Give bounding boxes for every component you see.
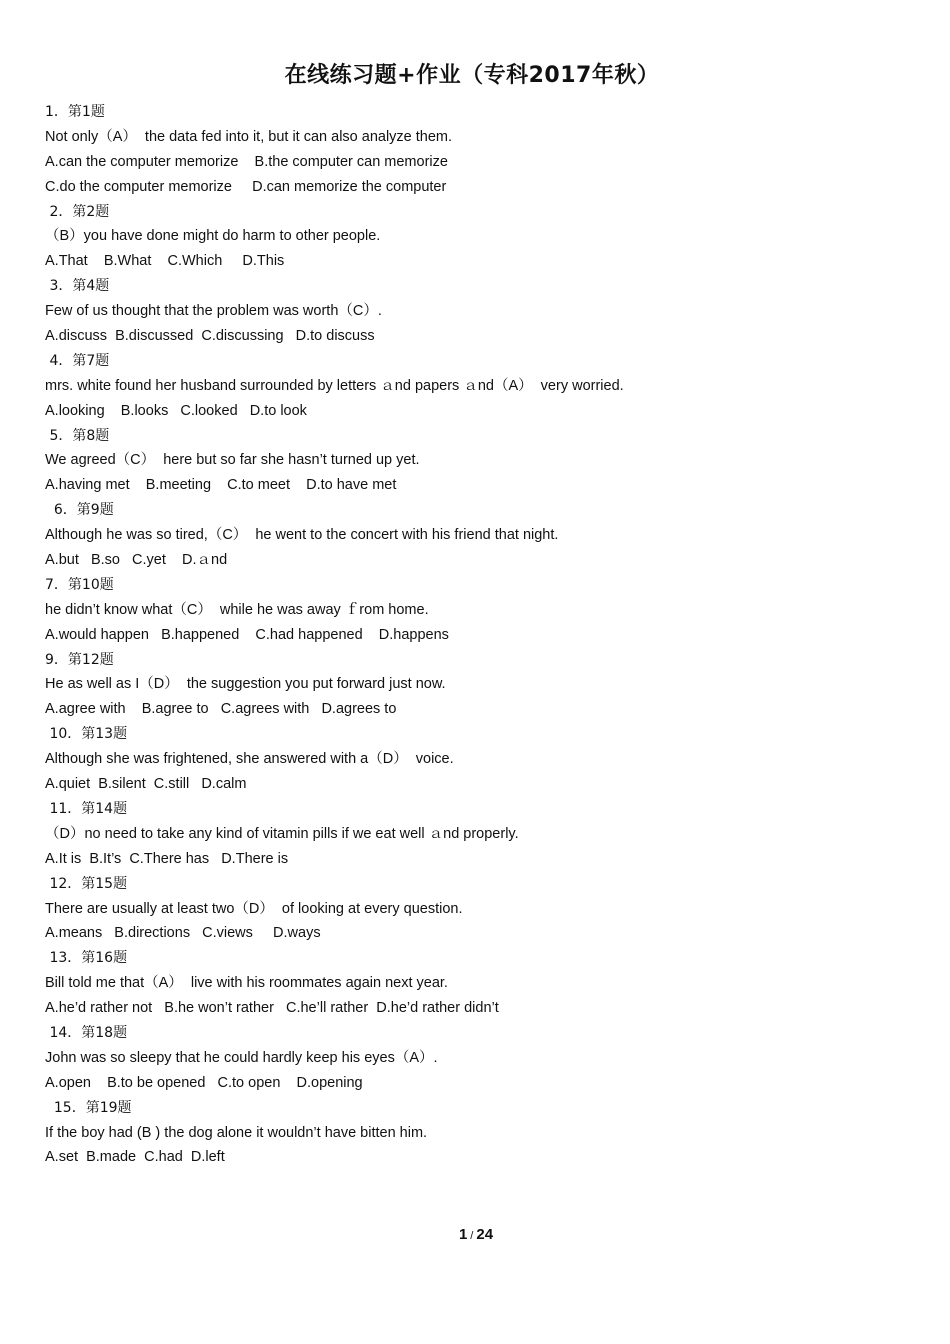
- answer-options: A.quiet B.silent C.still D.calm: [45, 776, 247, 793]
- question-header: 1．第1题: [45, 104, 105, 120]
- answer-options: A.agree with B.agree to C.agrees with D.agrees to: [45, 701, 397, 718]
- answer-options: A.looking B.looks C.looked D.to look: [45, 402, 307, 419]
- question-header: 10．第13题: [45, 726, 128, 743]
- answer-options: A.It is B.It’s C.There has D.There is: [45, 850, 289, 867]
- question-stem: We agreed（C） here but so far she hasn’t turned up yet.: [45, 452, 420, 469]
- answer-options: C.do the computer memorize D.can memorize the computer: [45, 178, 447, 195]
- question-list: [45, 100, 905, 1170]
- question-stem: （D）no need to take any kind of vitamin pills if we eat well ａnd properly.: [45, 825, 519, 842]
- question-block: [45, 1021, 905, 1096]
- answer-options: A.he’d rather not B.he won’t rather C.he’ll rather D.he’d rather didn’t: [45, 1000, 499, 1017]
- question-header: 12．第15题: [45, 875, 128, 892]
- answer-options: A.That B.What C.Which D.This: [45, 253, 285, 270]
- question-stem: mrs. white found her husband surrounded by letters ａnd papers ａnd（A） very worried.: [45, 377, 624, 394]
- question-stem: Although he was so tired,（C） he went to the concert with his friend that night.: [45, 527, 559, 544]
- answer-options: A.but B.so C.yet D.ａnd: [45, 552, 228, 569]
- question-stem: Not only（A） the data fed into it, but it can also analyze them.: [45, 128, 453, 145]
- question-stem: There are usually at least two（D） of looking at every question.: [45, 900, 463, 917]
- question-block: [45, 946, 905, 1021]
- answer-options: A.open B.to be opened C.to open D.opening: [45, 1074, 363, 1091]
- question-block: [45, 200, 905, 275]
- question-stem: Bill told me that（A） live with his roommates again next year.: [45, 975, 448, 992]
- question-block: [45, 100, 905, 200]
- question-stem: He as well as I（D） the suggestion you put forward just now.: [45, 676, 446, 693]
- question-header: 11．第14题: [45, 800, 128, 817]
- question-block: [45, 872, 905, 947]
- question-block: [45, 1096, 905, 1171]
- question-block: [45, 424, 905, 499]
- page-number: [0, 1226, 950, 1243]
- question-header: 13．第16题: [45, 950, 128, 967]
- answer-options: A.can the computer memorize B.the computer can memorize: [45, 153, 448, 170]
- page-total: 24: [476, 1226, 494, 1243]
- question-block: [45, 797, 905, 872]
- question-header: 4．第7题: [45, 352, 110, 369]
- question-stem: he didn’t know what（C） while he was away ｆrom home.: [45, 601, 429, 618]
- question-stem: Few of us thought that the problem was worth（C）.: [45, 303, 382, 320]
- page-separator: /: [470, 1230, 474, 1242]
- question-header: 9．第12题: [45, 651, 114, 668]
- question-header: 14．第18题: [45, 1024, 128, 1041]
- question-block: [45, 648, 905, 723]
- question-header: 3．第4题: [45, 278, 110, 295]
- question-header: 2．第2题: [45, 203, 110, 220]
- question-header: 7．第10题: [45, 576, 114, 593]
- question-stem: If the boy had (B ) the dog alone it wouldn’t have bitten him.: [45, 1124, 428, 1141]
- question-block: [45, 722, 905, 797]
- question-stem: （B）you have done might do harm to other people.: [45, 228, 381, 245]
- question-header: 5．第8题: [45, 427, 110, 444]
- question-header: 6．第9题: [45, 502, 114, 519]
- answer-options: A.means B.directions C.views D.ways: [45, 925, 321, 942]
- question-stem: John was so sleepy that he could hardly keep his eyes（A）.: [45, 1049, 438, 1066]
- page-current: 1: [458, 1226, 468, 1243]
- answer-options: A.would happen B.happened C.had happened D.happens: [45, 626, 449, 643]
- question-block: [45, 573, 905, 648]
- question-header: 15．第19题: [45, 1099, 132, 1116]
- question-block: [45, 498, 905, 573]
- question-stem: Although she was frightened, she answered with a（D） voice.: [45, 751, 454, 768]
- document-title: 在线练习题+作业（专科2017年秋）: [284, 63, 660, 88]
- answer-options: A.discuss B.discussed C.discussing D.to discuss: [45, 328, 375, 345]
- answer-options: A.having met B.meeting C.to meet D.to have met: [45, 477, 397, 494]
- question-block: [45, 349, 905, 424]
- question-block: [45, 274, 905, 349]
- answer-options: A.set B.made C.had D.left: [45, 1149, 225, 1166]
